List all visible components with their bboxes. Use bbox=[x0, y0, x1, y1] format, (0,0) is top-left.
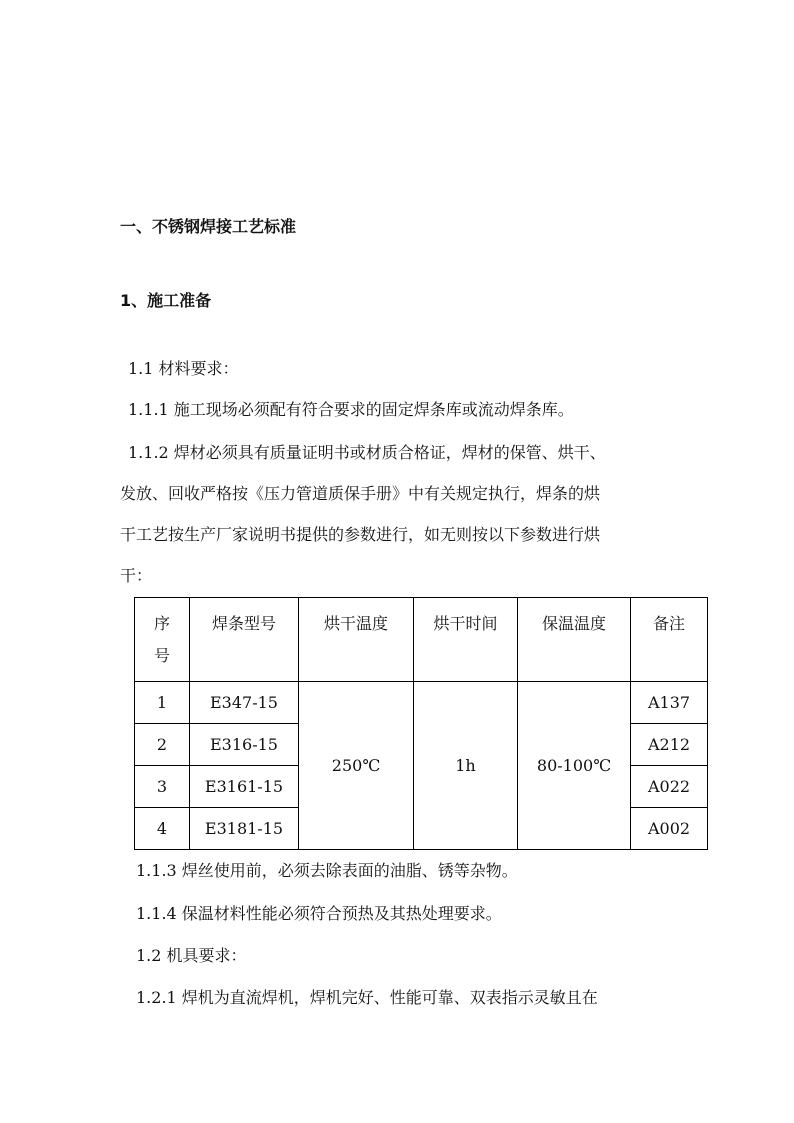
cell-note: A137 bbox=[631, 682, 708, 724]
cell-model: E3181-15 bbox=[190, 808, 299, 850]
header-dry-temp: 烘干温度 bbox=[299, 598, 414, 682]
table-header-row bbox=[135, 598, 708, 682]
cell-seq: 2 bbox=[135, 724, 190, 766]
paragraph-1-1-2-line4: 干： bbox=[120, 566, 153, 585]
table-row bbox=[135, 682, 708, 724]
header-seq bbox=[135, 598, 190, 682]
paragraph-tool-requirements: 1.2 机具要求： bbox=[136, 946, 247, 965]
paragraph-1-1-1: 1.1.1 施工现场必须配有符合要求的固定焊条库或流动焊条库。 bbox=[128, 400, 574, 419]
cell-note: A002 bbox=[631, 808, 708, 850]
paragraph-material-requirements: 1.1 材料要求： bbox=[128, 359, 239, 378]
header-note: 备注 bbox=[631, 598, 708, 682]
drying-parameters-table bbox=[134, 597, 708, 850]
cell-hold-temp: 80-100℃ bbox=[518, 682, 631, 850]
subsection-heading: 1、施工准备 bbox=[120, 291, 212, 310]
cell-seq: 1 bbox=[135, 682, 190, 724]
cell-dry-temp: 250℃ bbox=[299, 682, 414, 850]
cell-model: E3161-15 bbox=[190, 766, 299, 808]
cell-model: E316-15 bbox=[190, 724, 299, 766]
cell-note: A022 bbox=[631, 766, 708, 808]
cell-dry-time: 1h bbox=[414, 682, 518, 850]
header-model: 焊条型号 bbox=[190, 598, 299, 682]
paragraph-1-2-1: 1.2.1 焊机为直流焊机，焊机完好、性能可靠、双表指示灵敏且在 bbox=[136, 988, 598, 1007]
paragraph-1-1-4: 1.1.4 保温材料性能必须符合预热及其热处理要求。 bbox=[136, 904, 502, 923]
section-heading: 一、不锈钢焊接工艺标准 bbox=[120, 217, 297, 236]
cell-seq: 4 bbox=[135, 808, 190, 850]
paragraph-1-1-2-line1: 1.1.2 焊材必须具有质量证明书或材质合格证，焊材的保管、烘干、 bbox=[128, 443, 606, 462]
header-seq-line2: 号 bbox=[153, 646, 170, 665]
header-seq-line1: 序 bbox=[153, 614, 170, 633]
header-dry-time: 烘干时间 bbox=[414, 598, 518, 682]
header-hold-temp: 保温温度 bbox=[518, 598, 631, 682]
paragraph-1-1-3: 1.1.3 焊丝使用前，必须去除表面的油脂、锈等杂物。 bbox=[136, 861, 518, 880]
paragraph-1-1-2-line3: 干工艺按生产厂家说明书提供的参数进行，如无则按以下参数进行烘 bbox=[120, 525, 601, 544]
paragraph-1-1-2-line2: 发放、回收严格按《压力管道质保手册》中有关规定执行，焊条的烘 bbox=[120, 484, 601, 503]
cell-note: A212 bbox=[631, 724, 708, 766]
cell-seq: 3 bbox=[135, 766, 190, 808]
cell-model: E347-15 bbox=[190, 682, 299, 724]
